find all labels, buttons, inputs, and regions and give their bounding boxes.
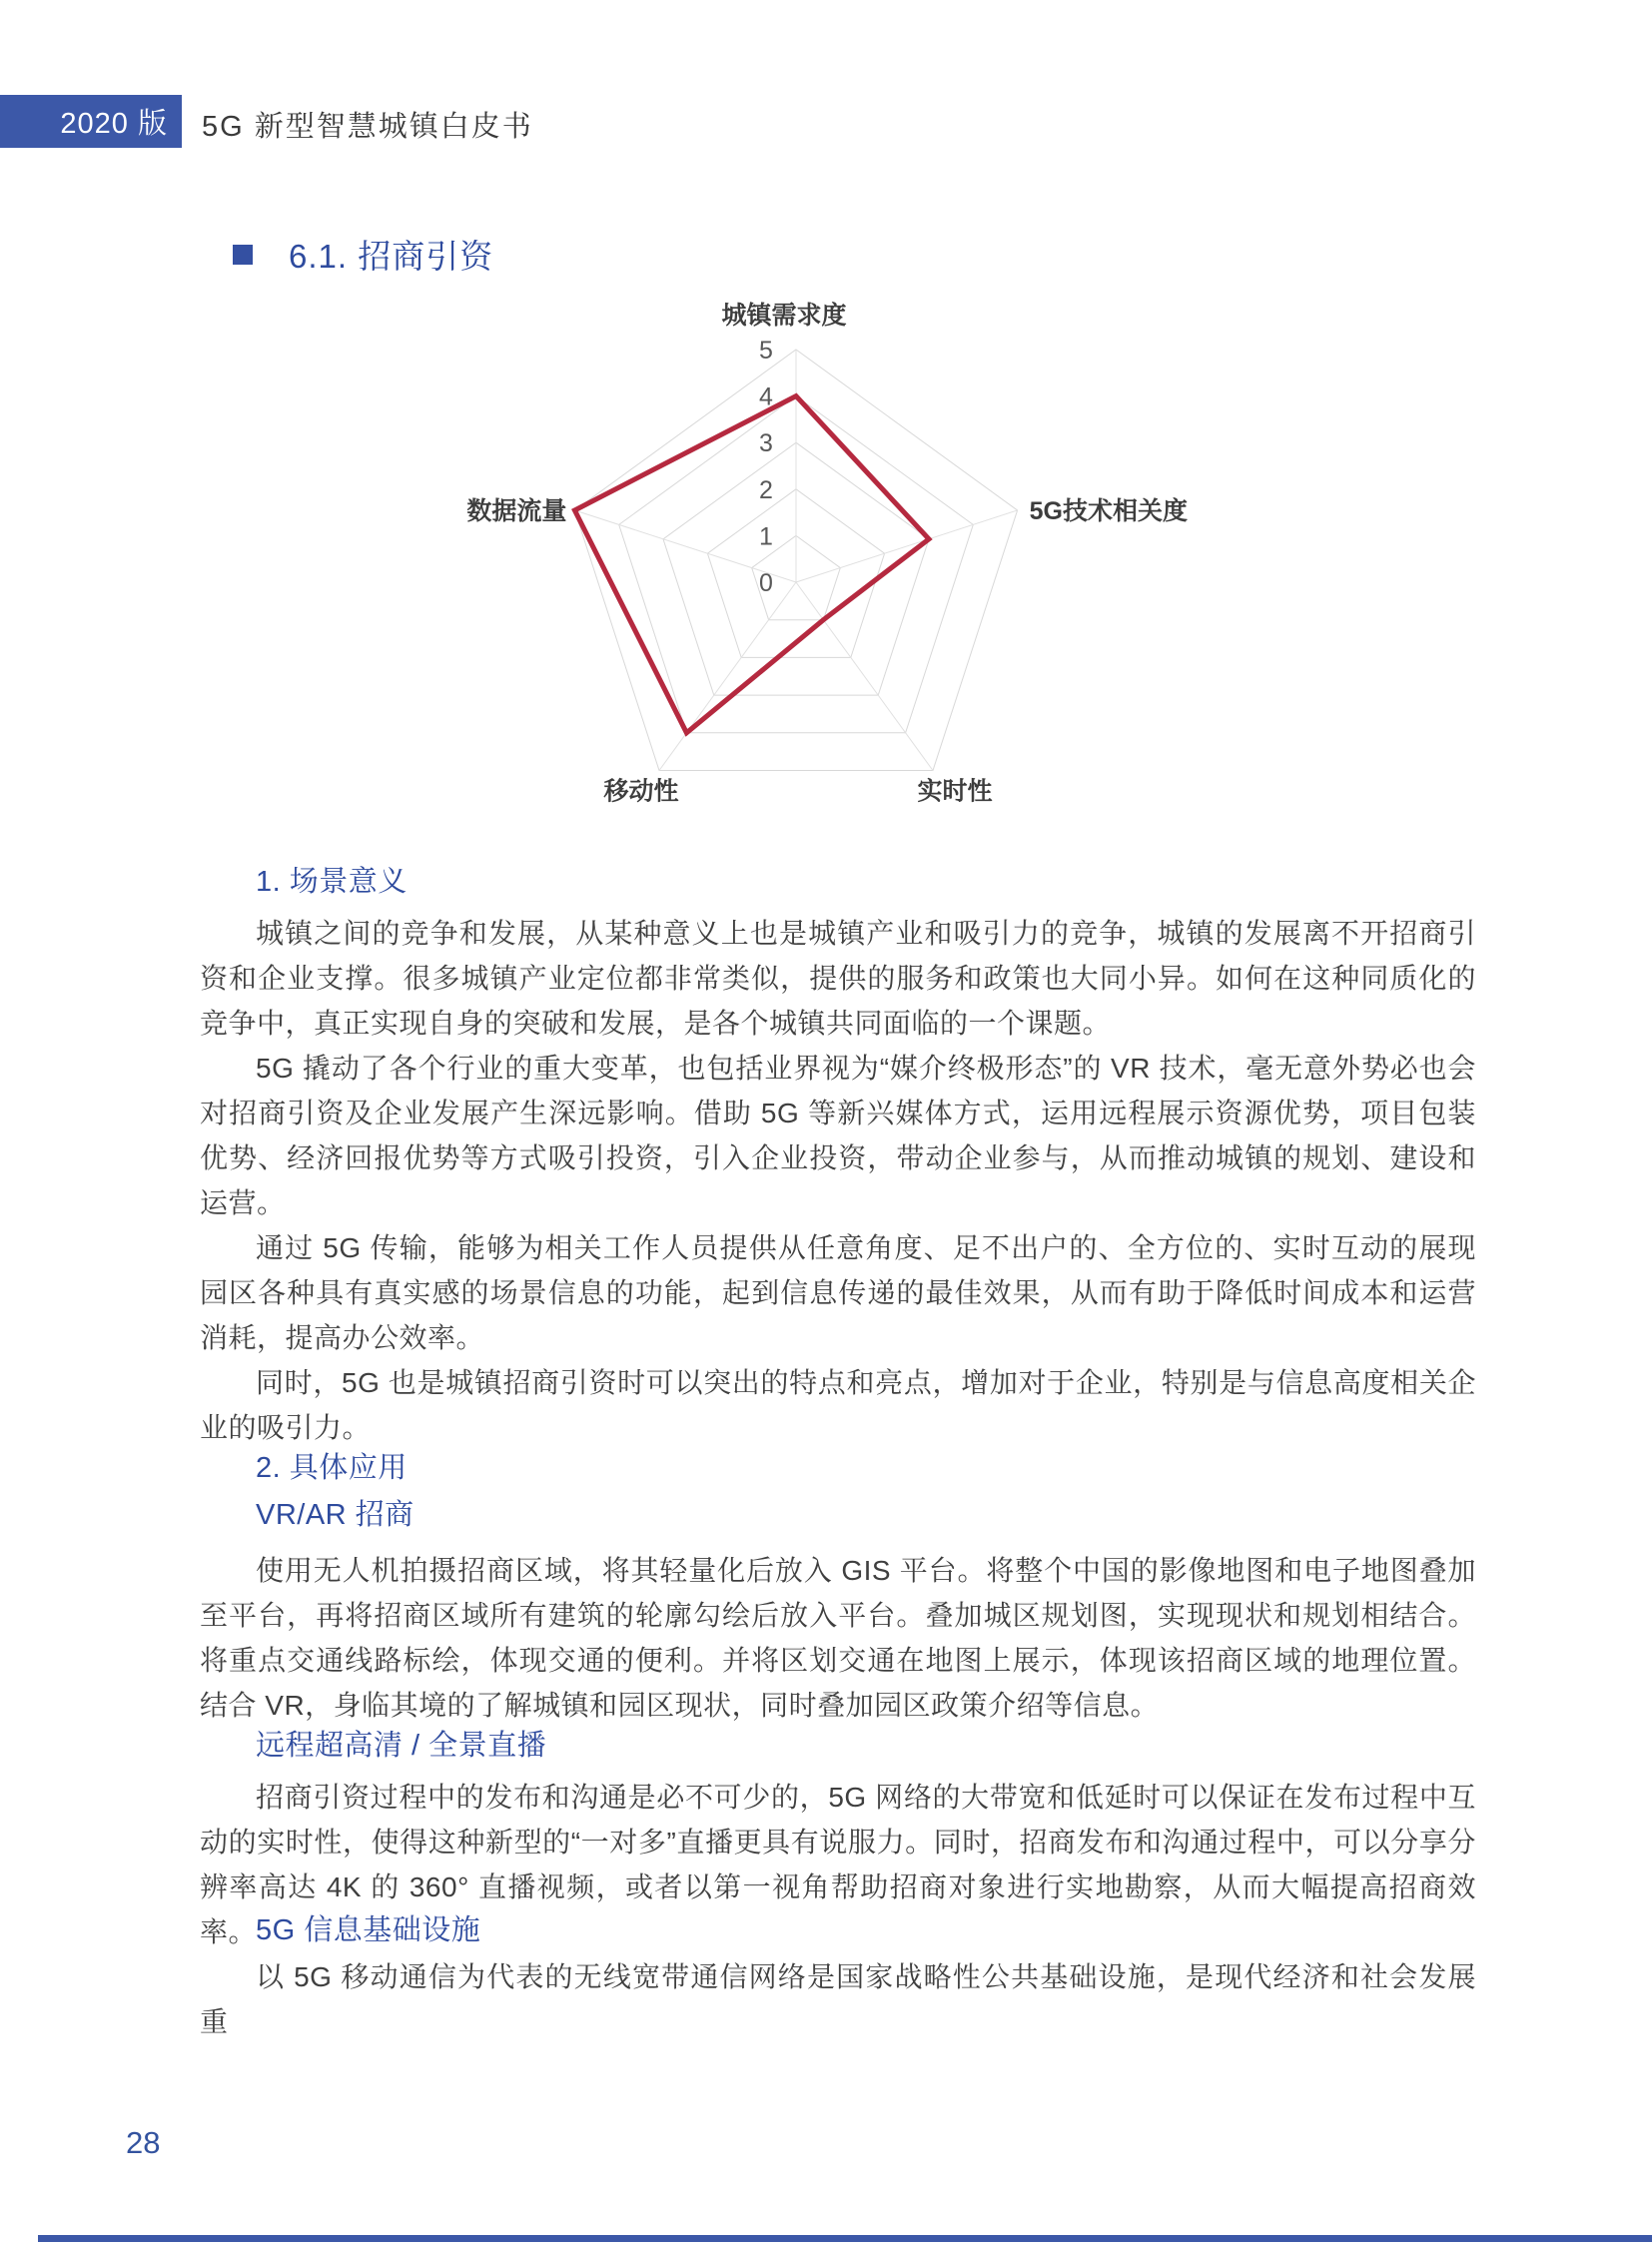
square-bullet-icon [233, 245, 253, 265]
paragraph: 通过 5G 传输，能够为相关工作人员提供从任意角度、足不出户的、全方位的、实时互动的展现园区各种具有真实感的场景信息的功能，起到信息传递的最佳效果，从而有助于降低时间成本和运营消耗，提高办公效率。 [200, 1232, 1476, 1353]
scene-heading: 1. 场景意义 [256, 866, 408, 898]
radar-spoke [659, 582, 796, 771]
radar-chart [446, 300, 1206, 819]
paragraph: 城镇之间的竞争和发展，从某种意义上也是城镇产业和吸引力的竞争，城镇的发展离不开招商引资和企业支撑。很多城镇产业定位都非常类似，提供的服务和政策也大同小异。如何在这种同质化的竞争中，真正实现自身的突破和发展，是各个城镇共同面临的一个课题。 [200, 918, 1476, 1039]
paragraph: 使用无人机拍摄招商区域，将其轻量化后放入 GIS 平台。将整个中国的影像地图和电子地图叠加至平台，再将招商区域所有建筑的轮廓勾绘后放入平台。叠加城区规划图，实现现状和规划相结合。将重点交通线路标绘，体现交通的便利。并将区划交通在地图上展示，体现该招商区域的地理位置。结合 VR，身临其境的了解城镇和园区现状，同时叠加园区政策介绍等信息。 [200, 1555, 1476, 1721]
radar-axis-label: 实时性 [917, 777, 993, 806]
scene-paragraphs [200, 911, 1476, 1450]
paragraph: 同时，5G 也是城镇招商引资时可以突出的特点和亮点，增加对于企业，特别是与信息高度相关企业的吸引力。 [200, 1367, 1476, 1443]
radar-axis-label: 城镇需求度 [721, 302, 847, 330]
radar-spoke [796, 582, 933, 771]
page-number: 28 [126, 2125, 161, 2160]
edition-badge [0, 95, 182, 148]
radar-tick-label: 3 [759, 429, 773, 458]
paragraph: 以 5G 移动通信为代表的无线宽带通信网络是国家战略性公共基础设施，是现代经济和社会发展重 [200, 1961, 1476, 2037]
radar-series [574, 396, 929, 733]
subheading-5g-infrastructure: 5G 信息基础设施 [256, 1914, 481, 1946]
radar-axis-label: 移动性 [603, 777, 679, 806]
paragraph: 招商引资过程中的发布和沟通是必不可少的，5G 网络的大带宽和低延时可以保证在发布过程中互动的实时性，使得这种新型的“一对多”直播更具有说服力。同时，招商发布和沟通过程中，可以分享分辨率高达 4K 的 360° 直播视频，或者以第一视角帮助招商对象进行实地勘察，从而大幅提高招商效率。 [200, 1782, 1476, 1947]
radar-axis-label: 数据流量 [466, 497, 567, 525]
application-heading: 2. 具体应用 [256, 1452, 408, 1484]
edition-badge-label: 2020 版 [60, 108, 168, 140]
section-heading-row [233, 231, 493, 278]
section-title: 6.1. 招商引资 [289, 238, 494, 275]
footer-rule [38, 2235, 1652, 2242]
radar-axis-label: 5G技术相关度 [1029, 497, 1188, 525]
subheading-live-broadcast: 远程超高清 / 全景直播 [256, 1730, 547, 1762]
radar-tick-label: 5 [759, 337, 773, 365]
radar-tick-label: 4 [759, 382, 773, 411]
paragraph: 5G 撬动了各个行业的重大变革，也包括业界视为“媒介终极形态”的 VR 技术，毫无意外势必也会对招商引资及企业发展产生深远影响。借助 5G 等新兴媒体方式，运用远程展示资源优势，项目包装优势、经济回报优势等方式吸引投资，引入企业投资，带动企业参与，从而推动城镇的规划、建设和运营。 [200, 1053, 1476, 1218]
radar-tick-label: 2 [759, 475, 773, 504]
radar-tick-label: 0 [759, 569, 773, 597]
infrastructure-paragraph [200, 1954, 1476, 2044]
radar-spoke [796, 510, 1018, 582]
book-title: 5G 新型智慧城镇白皮书 [202, 111, 533, 143]
vr-ar-paragraph [200, 1548, 1476, 1728]
subheading-vr-ar: VR/AR 招商 [256, 1499, 414, 1531]
radar-tick-label: 1 [759, 522, 773, 551]
